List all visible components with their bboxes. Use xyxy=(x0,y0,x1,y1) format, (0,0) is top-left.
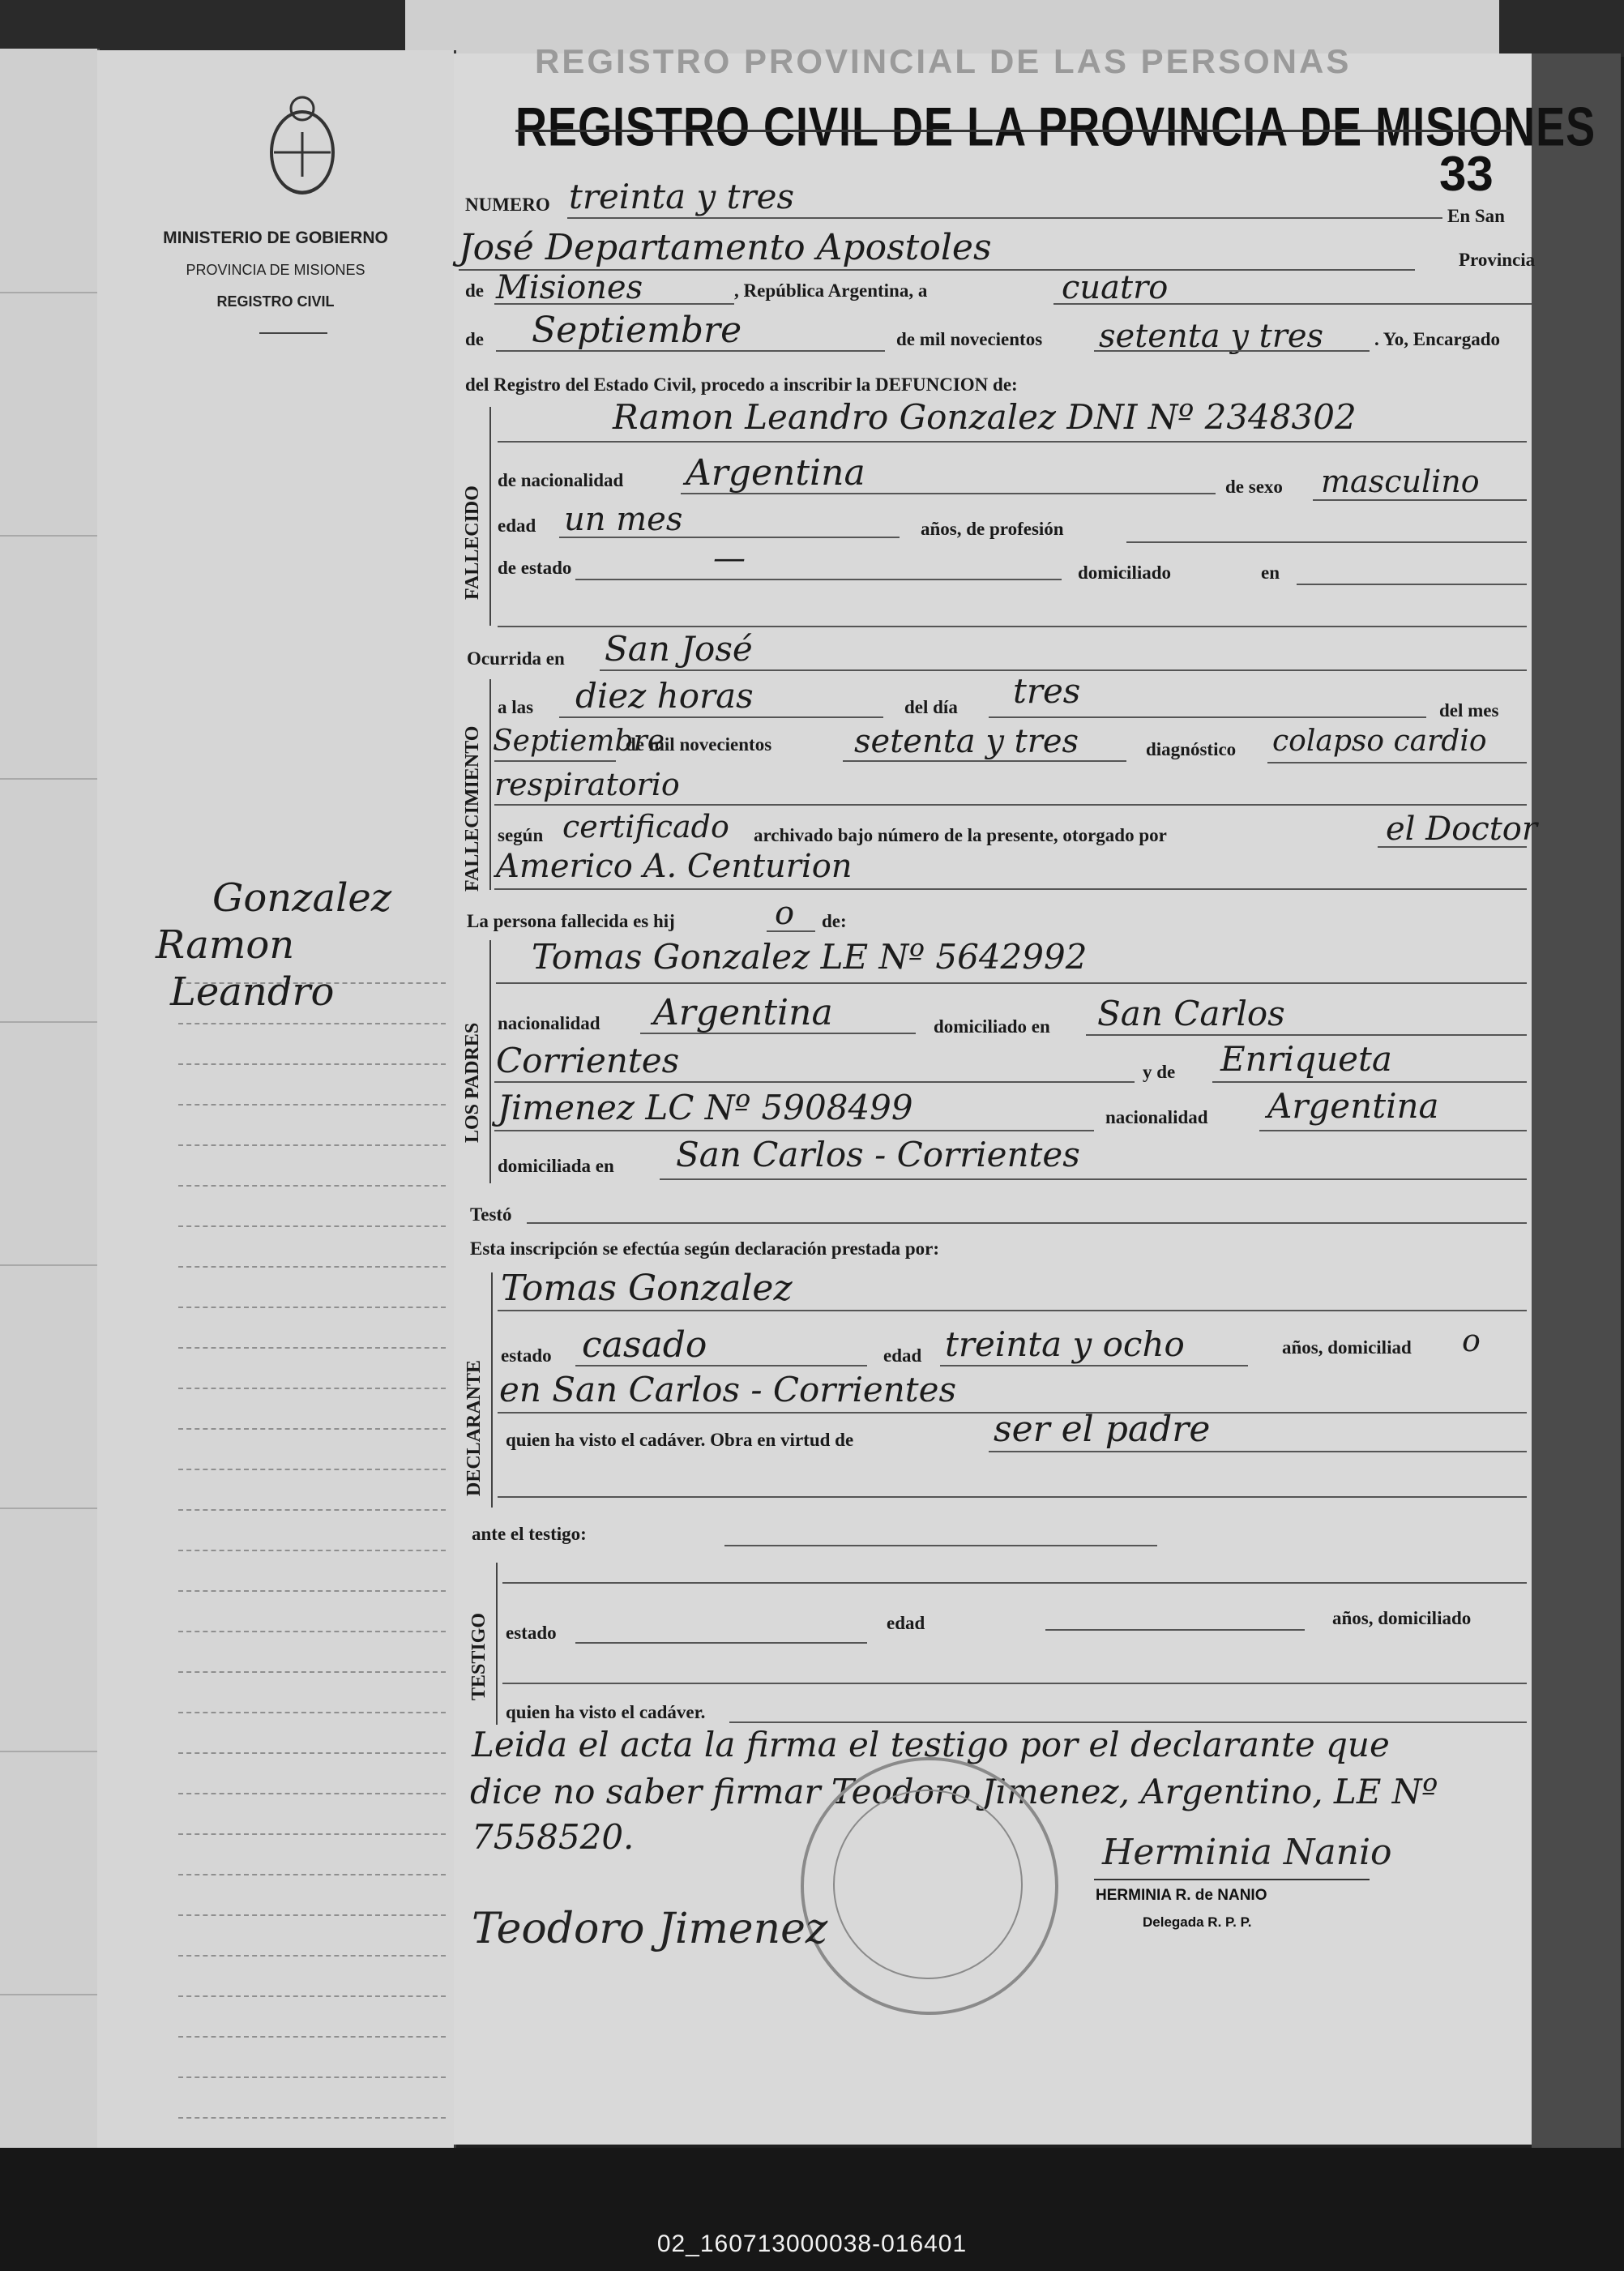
section-fallecimiento: FALLECIMIENTO xyxy=(462,725,483,892)
margin-note-name1: Ramon xyxy=(156,922,295,968)
edad-declarante-value: treinta y ocho xyxy=(945,1324,1185,1364)
year-value: setenta y tres xyxy=(1099,318,1324,355)
official-name: HERMINIA R. de NANIO xyxy=(1096,1887,1267,1904)
section-declarante: DECLARANTE xyxy=(464,1359,485,1496)
anos-declarante-label: años, domiciliad xyxy=(1282,1337,1412,1358)
republica-label: , República Argentina, a xyxy=(734,280,928,301)
de-padres-label: de: xyxy=(822,911,847,931)
medico-value: Americo A. Centurion xyxy=(496,848,853,885)
diagnostico-value: colapso cardio xyxy=(1272,725,1487,758)
alas-label: a las xyxy=(498,697,534,717)
de-label: de xyxy=(465,280,484,301)
ministry-line3: REGISTRO CIVIL xyxy=(216,293,335,310)
edad-value: un mes xyxy=(564,501,683,538)
padre-value: Tomas Gonzalez LE Nº 5642992 xyxy=(532,937,1088,977)
domiciliada-value: San Carlos - Corrientes xyxy=(676,1135,1080,1174)
domiciliada-label: domiciliada en xyxy=(498,1156,614,1176)
dia-label: del día xyxy=(904,697,958,717)
faded-registry-title: REGISTRO PROVINCIAL DE LAS PERSONAS xyxy=(535,42,1352,80)
dia-value: tres xyxy=(1013,671,1081,711)
official-signature: Herminia Nanio xyxy=(1102,1832,1392,1873)
ante-testigo-label: ante el testigo: xyxy=(472,1524,587,1544)
closing-line1: Leida el acta la firma el testigo por el declarante que xyxy=(472,1725,1390,1764)
ocurrida-value: San José xyxy=(605,629,753,669)
domicilio-padre-value2: Corrientes xyxy=(496,1041,680,1080)
hora-value: diez horas xyxy=(575,676,754,716)
estado-declarante-value: casado xyxy=(582,1324,707,1366)
estado-value: — xyxy=(713,540,746,577)
nacionalidad-padre-label: nacionalidad xyxy=(498,1013,600,1033)
margin-note-surname: Gonzalez xyxy=(212,875,392,921)
de2-label: de xyxy=(465,329,484,349)
domicilio-padre-value: San Carlos xyxy=(1097,994,1285,1033)
book-binding xyxy=(1532,53,1621,2153)
yo-label: . Yo, Encargado xyxy=(1374,329,1501,349)
mes-value: Septiembre xyxy=(493,725,665,758)
en-label: En San xyxy=(1447,206,1505,226)
title-underline xyxy=(515,130,1512,132)
jose-value: José Departamento Apostoles xyxy=(459,227,992,268)
witness-signature: Teodoro Jimenez xyxy=(472,1905,828,1953)
mil-label: de mil novecientos xyxy=(896,329,1043,349)
numero-value: treinta y tres xyxy=(569,177,795,216)
en-fallecido-label: en xyxy=(1261,562,1280,583)
yde-label: y de xyxy=(1143,1062,1176,1082)
declaracion-label: Esta inscripción se efectúa según declaración prestada por: xyxy=(470,1238,940,1259)
virtud-value: ser el padre xyxy=(994,1409,1211,1450)
ministry-line1: MINISTERIO DE GOBIERNO xyxy=(163,229,388,247)
section-testigo: TESTIGO xyxy=(468,1612,489,1700)
registro-label: del Registro del Estado Civil, procedo a inscribir la DEFUNCION de: xyxy=(465,374,1018,395)
declarante-name: Tomas Gonzalez xyxy=(501,1268,793,1309)
closing-line3: 7558520. xyxy=(472,1817,635,1857)
nacionalidad-madre-label: nacionalidad xyxy=(1105,1107,1208,1127)
image-caption: 02_160713000038-016401 xyxy=(656,2230,968,2257)
diagnostico-label: diagnóstico xyxy=(1146,739,1237,759)
otorgado-value: el Doctor xyxy=(1386,810,1538,848)
hijo-label: La persona fallecida es hij xyxy=(467,911,675,931)
visto-testigo-label: quien ha visto el cadáver. xyxy=(506,1702,706,1722)
section-padres: LOS PADRES xyxy=(462,1022,483,1143)
nacionalidad-madre-value: Argentina xyxy=(1267,1086,1439,1126)
deceased-name: Ramon Leandro Gonzalez DNI Nº 2348302 xyxy=(613,397,1357,437)
month-value: Septiembre xyxy=(532,310,742,351)
hijo-value: o xyxy=(775,895,795,932)
edad-testigo-label: edad xyxy=(887,1613,925,1633)
visto-declarante-label: quien ha visto el cadáver. Obra en virtud de xyxy=(506,1430,854,1450)
year-fallecimiento-value: setenta y tres xyxy=(854,723,1079,760)
estado-testigo-label: estado xyxy=(506,1623,557,1643)
sexo-value: masculino xyxy=(1321,464,1480,499)
diagnostico-value2: respiratorio xyxy=(494,767,680,802)
left-margin-page xyxy=(97,50,456,2149)
section-fallecido: FALLECIDO xyxy=(462,485,483,600)
page-title: REGISTRO CIVIL DE LA PROVINCIA DE MISIONES xyxy=(515,96,1596,158)
edad-label: edad xyxy=(498,515,536,536)
official-stamp-inner xyxy=(833,1790,1023,1979)
ocurrida-label: Ocurrida en xyxy=(467,648,565,669)
domiciliado-label: domiciliado xyxy=(1078,562,1172,583)
mes-label: del mes xyxy=(1439,700,1499,721)
archivado-label: archivado bajo número de la presente, otorgado por xyxy=(754,825,1167,845)
edad-declarante-label: edad xyxy=(883,1345,922,1366)
numero-label: NUMERO xyxy=(465,195,550,215)
closing-line2: dice no saber firmar Teodoro Jimenez, Argentino, LE Nº xyxy=(470,1772,1438,1811)
ministry-line2: PROVINCIA DE MISIONES xyxy=(186,262,365,278)
domiciliado-padre-label: domiciliado en xyxy=(934,1016,1050,1037)
provincia-label: Provincia xyxy=(1459,250,1536,270)
sexo-label: de sexo xyxy=(1225,477,1283,497)
nacionalidad-value: Argentina xyxy=(686,452,865,494)
madre-value: Enriqueta xyxy=(1220,1039,1392,1079)
day-value: cuatro xyxy=(1062,269,1169,306)
estado-declarante-label: estado xyxy=(501,1345,552,1366)
nacionalidad-padre-value: Argentina xyxy=(653,992,833,1033)
domicilio-declarante-value: en San Carlos - Corrientes xyxy=(499,1370,957,1409)
segun-label: según xyxy=(498,825,544,845)
testo-label: Testó xyxy=(470,1204,512,1225)
coat-of-arms-icon xyxy=(258,88,347,209)
anos-declarante-value: o xyxy=(1462,1323,1481,1358)
ministry-divider xyxy=(259,332,327,334)
anos-testigo-label: años, domiciliado xyxy=(1332,1608,1472,1628)
anos-label: años, de profesión xyxy=(921,519,1064,539)
margin-note-name2: Leandro xyxy=(170,969,335,1015)
madre-value2: Jimenez LC Nº 5908499 xyxy=(498,1088,913,1127)
estado-label: de estado xyxy=(498,558,572,578)
page-number: 33 xyxy=(1439,147,1494,201)
mil-fallecimiento-label: de mil novecientos xyxy=(626,734,772,755)
segun-value: certificado xyxy=(562,809,729,845)
book-edge-pages xyxy=(0,49,100,2156)
province-value: Misiones xyxy=(496,269,643,306)
official-title: Delegada R. P. P. xyxy=(1143,1914,1252,1930)
nacionalidad-label: de nacionalidad xyxy=(498,470,624,490)
